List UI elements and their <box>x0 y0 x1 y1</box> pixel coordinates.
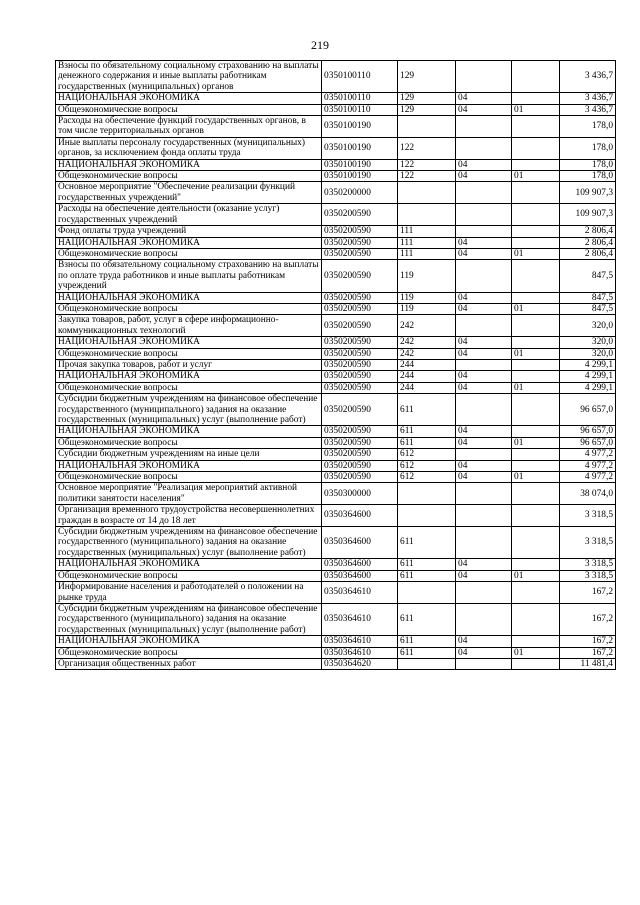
section-cell <box>456 116 512 138</box>
subsection-cell <box>512 204 560 226</box>
target-code-cell: 0350200590 <box>322 337 398 348</box>
table-row <box>56 426 616 437</box>
amount-cell: 2 806,4 <box>560 226 616 237</box>
target-code-cell: 0350200590 <box>322 315 398 337</box>
target-code-cell: 0350364610 <box>322 647 398 658</box>
subsection-cell <box>512 527 560 559</box>
section-cell: 04 <box>456 104 512 115</box>
section-cell <box>456 483 512 505</box>
expense-name-cell: Общеэкономические вопросы <box>56 382 322 393</box>
expense-name-cell: Субсидии бюджетным учреждениям на иные цели <box>56 449 322 460</box>
table-row <box>56 460 616 471</box>
amount-cell: 3 318,5 <box>560 527 616 559</box>
amount-cell: 847,5 <box>560 303 616 314</box>
subsection-cell <box>512 449 560 460</box>
amount-cell: 3 318,5 <box>560 570 616 581</box>
section-cell: 04 <box>456 570 512 581</box>
section-cell <box>456 658 512 669</box>
subsection-cell <box>512 61 560 93</box>
section-cell: 04 <box>456 371 512 382</box>
expense-type-cell: 119 <box>398 292 456 303</box>
expense-type-cell: 111 <box>398 226 456 237</box>
amount-cell: 178,0 <box>560 137 616 159</box>
subsection-cell: 01 <box>512 647 560 658</box>
expense-type-cell: 611 <box>398 570 456 581</box>
table-row <box>56 348 616 359</box>
subsection-cell: 01 <box>512 348 560 359</box>
table-row <box>56 292 616 303</box>
amount-cell: 109 907,3 <box>560 204 616 226</box>
expense-name-cell: Основное мероприятие "Реализация мероприятий активной политики занятости населения" <box>56 483 322 505</box>
subsection-cell <box>512 315 560 337</box>
table-row <box>56 337 616 348</box>
expense-name-cell: НАЦИОНАЛЬНАЯ ЭКОНОМИКА <box>56 159 322 170</box>
section-cell: 04 <box>456 647 512 658</box>
amount-cell: 320,0 <box>560 315 616 337</box>
amount-cell: 167,2 <box>560 603 616 635</box>
amount-cell: 4 299,1 <box>560 371 616 382</box>
expense-type-cell: 119 <box>398 303 456 314</box>
amount-cell: 96 657,0 <box>560 394 616 426</box>
expense-name-cell: НАЦИОНАЛЬНАЯ ЭКОНОМИКА <box>56 93 322 104</box>
amount-cell: 3 436,7 <box>560 93 616 104</box>
expense-name-cell: НАЦИОНАЛЬНАЯ ЭКОНОМИКА <box>56 292 322 303</box>
amount-cell: 178,0 <box>560 159 616 170</box>
amount-cell: 847,5 <box>560 292 616 303</box>
target-code-cell: 0350364600 <box>322 527 398 559</box>
section-cell <box>456 61 512 93</box>
expense-name-cell: Общеэкономические вопросы <box>56 303 322 314</box>
amount-cell: 96 657,0 <box>560 426 616 437</box>
target-code-cell: 0350364610 <box>322 603 398 635</box>
table-row <box>56 382 616 393</box>
expense-type-cell: 611 <box>398 636 456 647</box>
expense-name-cell: Субсидии бюджетным учреждениям на финансовое обеспечение государственного (муниципального) задания на оказание государственных (муниципальных) услуг (выполнение работ) <box>56 527 322 559</box>
table-row <box>56 137 616 159</box>
amount-cell: 847,5 <box>560 260 616 292</box>
amount-cell: 3 436,7 <box>560 104 616 115</box>
amount-cell: 4 977,2 <box>560 460 616 471</box>
expense-type-cell <box>398 116 456 138</box>
target-code-cell: 0350200000 <box>322 182 398 204</box>
table-row <box>56 93 616 104</box>
expense-type-cell: 111 <box>398 248 456 259</box>
expense-type-cell: 129 <box>398 61 456 93</box>
amount-cell: 2 806,4 <box>560 237 616 248</box>
target-code-cell: 0350200590 <box>322 371 398 382</box>
amount-cell: 3 318,5 <box>560 505 616 527</box>
target-code-cell: 0350200590 <box>322 204 398 226</box>
table-row <box>56 658 616 669</box>
subsection-cell <box>512 292 560 303</box>
target-code-cell: 0350100190 <box>322 137 398 159</box>
expense-name-cell: Прочая закупка товаров, работ и услуг <box>56 359 322 370</box>
expense-name-cell: Расходы на обеспечение деятельности (оказание услуг) государственных учреждений <box>56 204 322 226</box>
table-row <box>56 570 616 581</box>
section-cell: 04 <box>456 292 512 303</box>
section-cell: 04 <box>456 426 512 437</box>
subsection-cell <box>512 371 560 382</box>
section-cell: 04 <box>456 437 512 448</box>
expense-type-cell <box>398 182 456 204</box>
target-code-cell: 0350300000 <box>322 483 398 505</box>
section-cell <box>456 226 512 237</box>
table-row <box>56 260 616 292</box>
subsection-cell <box>512 505 560 527</box>
target-code-cell: 0350100110 <box>322 93 398 104</box>
subsection-cell <box>512 559 560 570</box>
amount-cell: 167,2 <box>560 647 616 658</box>
table-row <box>56 303 616 314</box>
subsection-cell <box>512 426 560 437</box>
subsection-cell <box>512 237 560 248</box>
amount-cell: 167,2 <box>560 582 616 604</box>
amount-cell: 167,2 <box>560 636 616 647</box>
target-code-cell: 0350200590 <box>322 460 398 471</box>
subsection-cell <box>512 636 560 647</box>
expense-name-cell: Общеэкономические вопросы <box>56 104 322 115</box>
subsection-cell <box>512 159 560 170</box>
subsection-cell <box>512 116 560 138</box>
target-code-cell: 0350200590 <box>322 382 398 393</box>
target-code-cell: 0350200590 <box>322 303 398 314</box>
target-code-cell: 0350100190 <box>322 116 398 138</box>
expense-name-cell: Основное мероприятие "Обеспечение реализации функций государственных учреждений" <box>56 182 322 204</box>
expense-name-cell: Общеэкономические вопросы <box>56 348 322 359</box>
expense-name-cell: НАЦИОНАЛЬНАЯ ЭКОНОМИКА <box>56 337 322 348</box>
subsection-cell <box>512 93 560 104</box>
expense-type-cell: 242 <box>398 315 456 337</box>
table-row <box>56 204 616 226</box>
section-cell: 04 <box>456 248 512 259</box>
target-code-cell: 0350200590 <box>322 260 398 292</box>
amount-cell: 4 299,1 <box>560 382 616 393</box>
subsection-cell: 01 <box>512 570 560 581</box>
subsection-cell <box>512 394 560 426</box>
section-cell <box>456 449 512 460</box>
amount-cell: 4 299,1 <box>560 359 616 370</box>
expense-type-cell: 611 <box>398 603 456 635</box>
target-code-cell: 0350100190 <box>322 171 398 182</box>
expense-name-cell: Закупка товаров, работ, услуг в сфере информационно-коммуникационных технологий <box>56 315 322 337</box>
expense-name-cell: Субсидии бюджетным учреждениям на финансовое обеспечение государственного (муниципального) задания на оказание государственных (муниципальных) услуг (выполнение работ) <box>56 394 322 426</box>
subsection-cell <box>512 260 560 292</box>
table-row <box>56 394 616 426</box>
amount-cell: 38 074,0 <box>560 483 616 505</box>
target-code-cell: 0350364610 <box>322 582 398 604</box>
section-cell: 04 <box>456 559 512 570</box>
expense-name-cell: НАЦИОНАЛЬНАЯ ЭКОНОМИКА <box>56 426 322 437</box>
expense-type-cell: 244 <box>398 382 456 393</box>
table-row <box>56 437 616 448</box>
expense-type-cell: 244 <box>398 359 456 370</box>
section-cell <box>456 204 512 226</box>
target-code-cell: 0350100110 <box>322 104 398 115</box>
expense-type-cell: 122 <box>398 171 456 182</box>
expense-name-cell: Общеэкономические вопросы <box>56 570 322 581</box>
target-code-cell: 0350200590 <box>322 359 398 370</box>
expense-name-cell: Взносы по обязательному социальному страхованию на выплаты по оплате труда работников и иные выплаты работникам учреждений <box>56 260 322 292</box>
amount-cell: 3 318,5 <box>560 559 616 570</box>
expense-type-cell: 611 <box>398 437 456 448</box>
section-cell: 04 <box>456 382 512 393</box>
expense-type-cell: 611 <box>398 559 456 570</box>
subsection-cell <box>512 226 560 237</box>
amount-cell: 4 977,2 <box>560 472 616 483</box>
table-row <box>56 237 616 248</box>
target-code-cell: 0350200590 <box>322 472 398 483</box>
target-code-cell: 0350200590 <box>322 426 398 437</box>
section-cell: 04 <box>456 636 512 647</box>
amount-cell: 96 657,0 <box>560 437 616 448</box>
target-code-cell: 0350364600 <box>322 570 398 581</box>
subsection-cell: 01 <box>512 437 560 448</box>
section-cell <box>456 182 512 204</box>
section-cell <box>456 603 512 635</box>
subsection-cell: 01 <box>512 104 560 115</box>
expense-type-cell: 611 <box>398 394 456 426</box>
target-code-cell: 0350200590 <box>322 348 398 359</box>
expense-name-cell: Взносы по обязательному социальному страхованию на выплаты денежного содержания и иные выплаты работникам государственных (муниципальных) органов <box>56 61 322 93</box>
table-row <box>56 248 616 259</box>
expense-type-cell: 244 <box>398 371 456 382</box>
expense-name-cell: НАЦИОНАЛЬНАЯ ЭКОНОМИКА <box>56 237 322 248</box>
subsection-cell <box>512 137 560 159</box>
table-row <box>56 159 616 170</box>
target-code-cell: 0350200590 <box>322 226 398 237</box>
expense-name-cell: Иные выплаты персоналу государственных (муниципальных) органов, за исключением фонда оплаты труда <box>56 137 322 159</box>
section-cell: 04 <box>456 93 512 104</box>
subsection-cell <box>512 337 560 348</box>
expense-name-cell: Организация общественных работ <box>56 658 322 669</box>
page-number: 219 <box>311 38 329 52</box>
expense-type-cell: 119 <box>398 260 456 292</box>
expense-type-cell: 612 <box>398 449 456 460</box>
target-code-cell: 0350100190 <box>322 159 398 170</box>
amount-cell: 11 481,4 <box>560 658 616 669</box>
target-code-cell: 0350200590 <box>322 248 398 259</box>
expense-name-cell: Субсидии бюджетным учреждениям на финансовое обеспечение государственного (муниципального) задания на оказание государственных (муниципальных) услуг (выполнение работ) <box>56 603 322 635</box>
section-cell <box>456 505 512 527</box>
subsection-cell <box>512 603 560 635</box>
subsection-cell <box>512 582 560 604</box>
target-code-cell: 0350200590 <box>322 394 398 426</box>
expense-name-cell: НАЦИОНАЛЬНАЯ ЭКОНОМИКА <box>56 636 322 647</box>
section-cell: 04 <box>456 348 512 359</box>
expense-name-cell: Общеэкономические вопросы <box>56 248 322 259</box>
table-row <box>56 483 616 505</box>
expense-name-cell: Общеэкономические вопросы <box>56 472 322 483</box>
amount-cell: 3 436,7 <box>560 61 616 93</box>
target-code-cell: 0350364600 <box>322 559 398 570</box>
table-row <box>56 472 616 483</box>
table-row <box>56 636 616 647</box>
expense-type-cell: 612 <box>398 460 456 471</box>
expense-type-cell: 122 <box>398 137 456 159</box>
table-row <box>56 559 616 570</box>
expense-type-cell: 111 <box>398 237 456 248</box>
section-cell: 04 <box>456 159 512 170</box>
target-code-cell: 0350200590 <box>322 449 398 460</box>
subsection-cell: 01 <box>512 248 560 259</box>
expense-type-cell: 129 <box>398 93 456 104</box>
expense-type-cell: 611 <box>398 426 456 437</box>
section-cell <box>456 394 512 426</box>
expense-name-cell: Информирование населения и работодателей о положении на рынке труда <box>56 582 322 604</box>
subsection-cell <box>512 182 560 204</box>
table-row <box>56 449 616 460</box>
expense-type-cell <box>398 582 456 604</box>
table-row <box>56 647 616 658</box>
section-cell <box>456 582 512 604</box>
amount-cell: 178,0 <box>560 171 616 182</box>
budget-table <box>55 60 616 670</box>
subsection-cell <box>512 658 560 669</box>
table-row <box>56 104 616 115</box>
section-cell: 04 <box>456 337 512 348</box>
expense-name-cell: Расходы на обеспечение функций государственных органов, в том числе территориальных органов <box>56 116 322 138</box>
amount-cell: 320,0 <box>560 348 616 359</box>
section-cell <box>456 359 512 370</box>
amount-cell: 109 907,3 <box>560 182 616 204</box>
expense-type-cell: 129 <box>398 104 456 115</box>
expense-type-cell <box>398 204 456 226</box>
table-row <box>56 116 616 138</box>
target-code-cell: 0350364600 <box>322 505 398 527</box>
table-row <box>56 359 616 370</box>
section-cell <box>456 527 512 559</box>
expense-name-cell: Общеэкономические вопросы <box>56 647 322 658</box>
expense-type-cell <box>398 483 456 505</box>
expense-type-cell: 242 <box>398 348 456 359</box>
expense-name-cell: НАЦИОНАЛЬНАЯ ЭКОНОМИКА <box>56 460 322 471</box>
expense-name-cell: Фонд оплаты труда учреждений <box>56 226 322 237</box>
expense-type-cell: 612 <box>398 472 456 483</box>
section-cell: 04 <box>456 472 512 483</box>
section-cell: 04 <box>456 303 512 314</box>
table-row <box>56 527 616 559</box>
section-cell <box>456 315 512 337</box>
expense-name-cell: НАЦИОНАЛЬНАЯ ЭКОНОМИКА <box>56 559 322 570</box>
expense-type-cell <box>398 658 456 669</box>
target-code-cell: 0350200590 <box>322 237 398 248</box>
amount-cell: 2 806,4 <box>560 248 616 259</box>
amount-cell: 178,0 <box>560 116 616 138</box>
subsection-cell <box>512 359 560 370</box>
table-row <box>56 171 616 182</box>
section-cell: 04 <box>456 460 512 471</box>
subsection-cell <box>512 483 560 505</box>
table-row <box>56 61 616 93</box>
table-row <box>56 505 616 527</box>
subsection-cell: 01 <box>512 171 560 182</box>
table-row <box>56 603 616 635</box>
expense-name-cell: НАЦИОНАЛЬНАЯ ЭКОНОМИКА <box>56 371 322 382</box>
target-code-cell: 0350364610 <box>322 636 398 647</box>
expense-type-cell: 611 <box>398 647 456 658</box>
section-cell <box>456 260 512 292</box>
expense-name-cell: Организация временного трудоустройства несовершеннолетних граждан в возрасте от 14 до 18 лет <box>56 505 322 527</box>
table-row <box>56 182 616 204</box>
section-cell <box>456 137 512 159</box>
expense-type-cell: 611 <box>398 527 456 559</box>
expense-type-cell: 242 <box>398 337 456 348</box>
subsection-cell: 01 <box>512 303 560 314</box>
amount-cell: 4 977,2 <box>560 449 616 460</box>
table-row <box>56 226 616 237</box>
subsection-cell: 01 <box>512 382 560 393</box>
table-row <box>56 371 616 382</box>
expense-type-cell: 122 <box>398 159 456 170</box>
amount-cell: 320,0 <box>560 337 616 348</box>
target-code-cell: 0350364620 <box>322 658 398 669</box>
table-row <box>56 315 616 337</box>
expense-name-cell: Общеэкономические вопросы <box>56 171 322 182</box>
section-cell: 04 <box>456 237 512 248</box>
expense-name-cell: Общеэкономические вопросы <box>56 437 322 448</box>
table-row <box>56 582 616 604</box>
subsection-cell: 01 <box>512 472 560 483</box>
section-cell: 04 <box>456 171 512 182</box>
target-code-cell: 0350100110 <box>322 61 398 93</box>
subsection-cell <box>512 460 560 471</box>
target-code-cell: 0350200590 <box>322 437 398 448</box>
target-code-cell: 0350200590 <box>322 292 398 303</box>
expense-type-cell <box>398 505 456 527</box>
